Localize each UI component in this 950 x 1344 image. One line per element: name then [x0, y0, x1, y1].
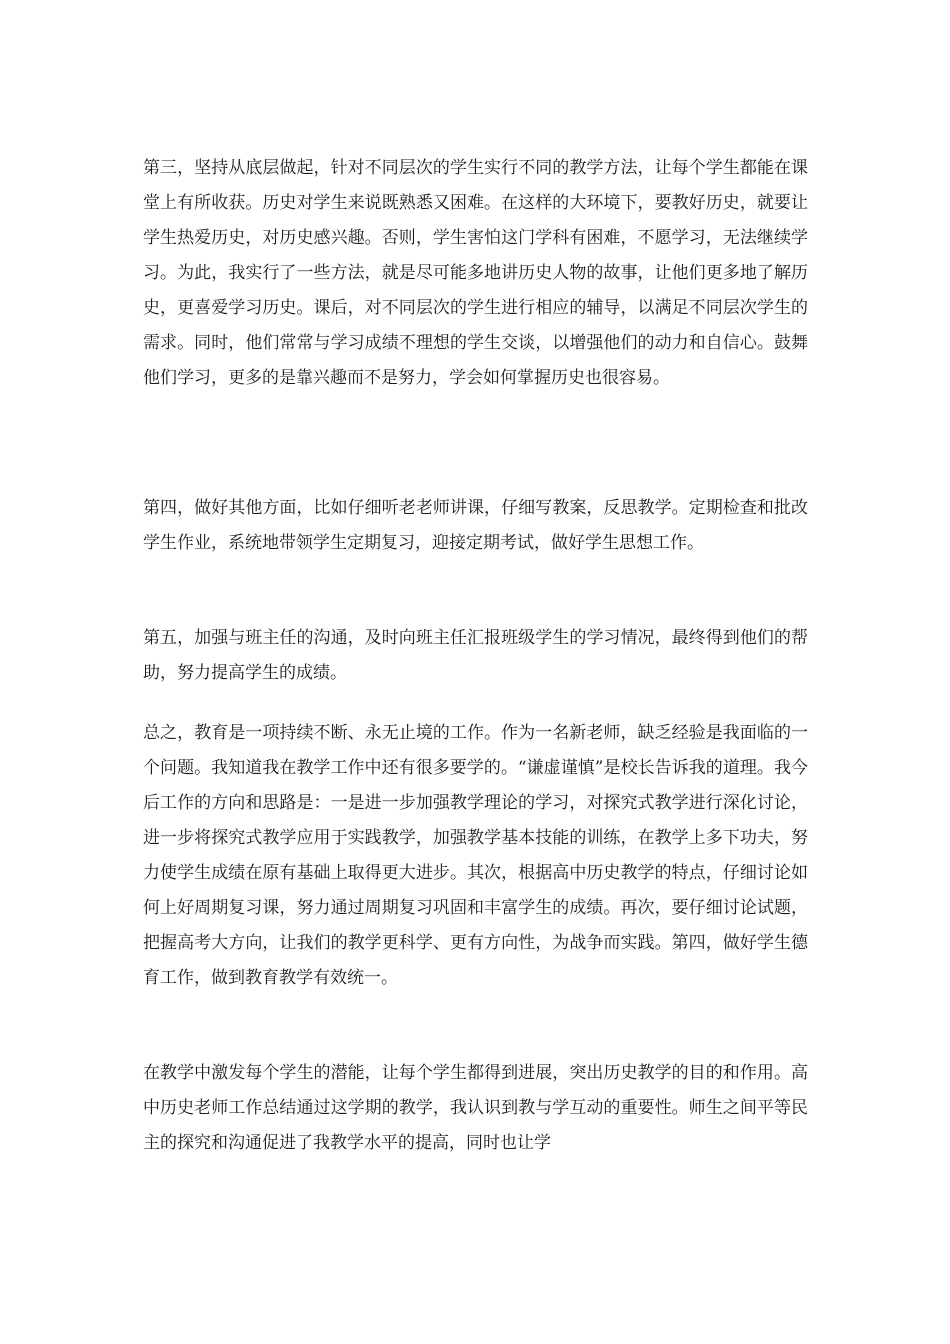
paragraph-spacer [143, 691, 808, 716]
paragraph-spacer [143, 466, 808, 491]
document-body [143, 151, 808, 1161]
paragraph-summary: 总之，教育是一项持续不断、永无止境的工作。作为一名新老师，缺乏经验是我面临的一个问题。我知道我在教学工作中还有很多要学的。“谦虚谨慎”是校长告诉我的道理。我今后工作的方向和思路是：一是进一步加强教学理论的学习，对探究式教学进行深化讨论，进一步将探究式教学应用于实践教学，加强教学基本技能的训练，在教学上多下功夫，努力使学生成绩在原有基础上取得更大进步。其次，根据高中历史教学的特点，仔细讨论如何上好周期复习课，努力通过周期复习巩固和丰富学生的成绩。再次，要仔细讨论试题，把握高考大方向，让我们的教学更科学、更有方向性，为战争而实践。第四，做好学生德育工作，做到教育教学有效统一。 [143, 723, 808, 988]
paragraph-spacer [143, 596, 808, 621]
paragraph-fifth-point: 第五，加强与班主任的沟通，及时向班主任汇报班级学生的学习情况，最终得到他们的帮助，努力提高学生的成绩。 [143, 628, 808, 683]
paragraph-third-point: 第三，坚持从底层做起，针对不同层次的学生实行不同的教学方法，让每个学生都能在课堂上有所收获。历史对学生来说既熟悉又困难。在这样的大环境下，要教好历史，就要让学生热爱历史，对历史感兴趣。否则，学生害怕这门学科有困难，不愿学习，无法继续学习。为此，我实行了一些方法，就是尽可能多地讲历史人物的故事，让他们更多地了解历史，更喜爱学习历史。课后，对不同层次的学生进行相应的辅导，以满足不同层次学生的需求。同时，他们常常与学习成绩不理想的学生交谈，以增强他们的动力和自信心。鼓舞他们学习，更多的是靠兴趣而不是努力，学会如何掌握历史也很容易。 [143, 158, 808, 388]
paragraph-spacer [143, 1031, 808, 1056]
paragraph-reflection: 在教学中激发每个学生的潜能，让每个学生都得到进展，突出历史教学的目的和作用。高中历史老师工作总结通过这学期的教学，我认识到教与学互动的重要性。师生之间平等民主的探究和沟通促进了我教学水平的提高，同时也让学 [143, 1063, 808, 1153]
paragraph-fourth-point: 第四，做好其他方面，比如仔细听老老师讲课，仔细写教案，反思教学。定期检查和批改学生作业，系统地带领学生定期复习，迎接定期考试，做好学生思想工作。 [143, 498, 808, 553]
